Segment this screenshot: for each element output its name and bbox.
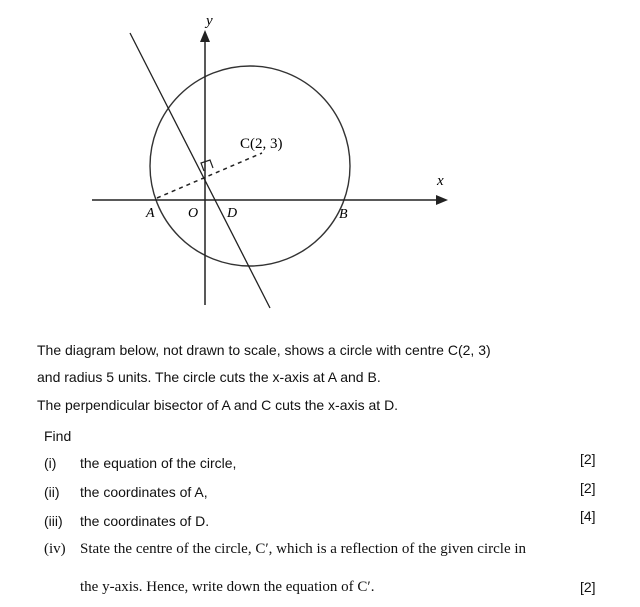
x-axis-arrow [436, 195, 448, 205]
part-number: (ii) [44, 484, 60, 500]
circle [150, 66, 350, 266]
point-a-label: A [146, 206, 155, 221]
part-marks: [2] [580, 451, 596, 467]
perpendicular-bisector [130, 33, 270, 308]
right-angle-marker [201, 160, 213, 171]
question-line-2: and radius 5 units. The circle cuts the x-axis at A and B. [37, 369, 381, 385]
part-text-continued: the y-axis. Hence, write down the equation of C′. [80, 579, 375, 595]
part-text: the equation of the circle, [80, 455, 237, 471]
part-text: the coordinates of A, [80, 484, 208, 500]
part-marks: [2] [580, 579, 596, 595]
question-line-3: The perpendicular bisector of A and C cuts the x-axis at D. [37, 397, 399, 413]
point-b-label: B [339, 207, 348, 222]
point-o-label: O [188, 206, 199, 221]
part-marks: [2] [580, 480, 596, 496]
y-axis-label: y [206, 13, 213, 29]
part-number: (i) [44, 455, 57, 471]
part-marks: [4] [580, 508, 596, 524]
y-axis-arrow [200, 30, 210, 42]
point-d-label: D [227, 206, 238, 221]
part-number: (iv) [44, 541, 66, 557]
part-number: (iii) [44, 513, 63, 529]
question-line-1: The diagram below, not drawn to scale, shows a circle with centre C(2, 3) [37, 342, 491, 358]
part-text: the coordinates of D. [80, 513, 210, 529]
find-label: Find [44, 428, 72, 444]
centre-label: C(2, 3) [240, 136, 283, 152]
x-axis-label: x [437, 173, 444, 189]
part-text: State the centre of the circle, C′, which is a reflection of the given circle in [80, 541, 527, 557]
